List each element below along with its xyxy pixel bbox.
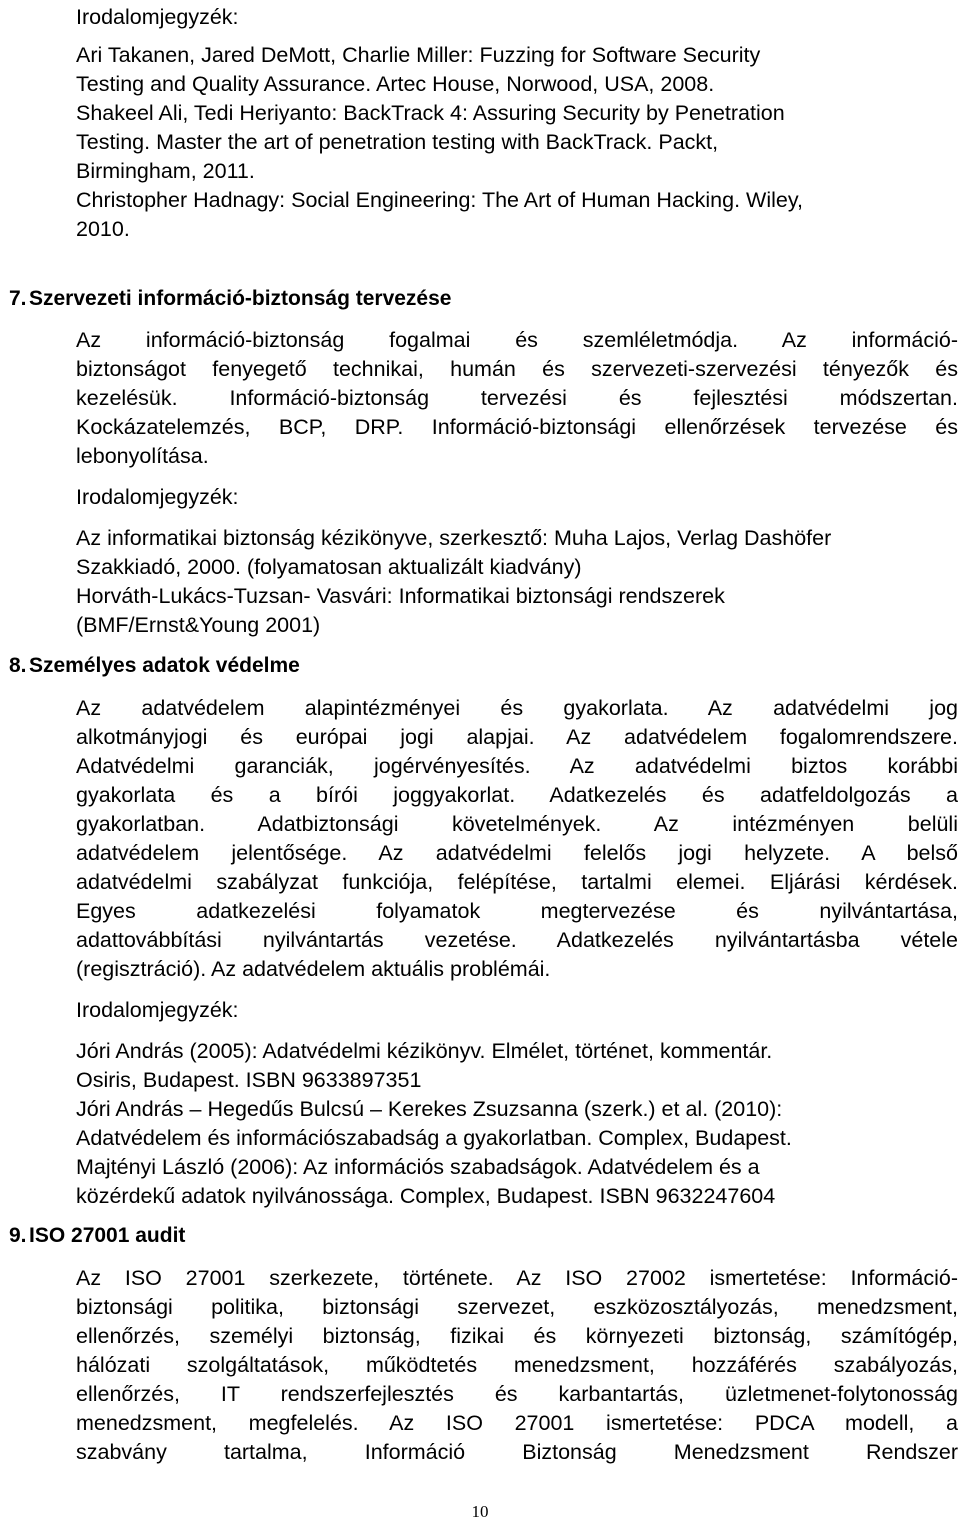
paragraph-line: hálózati szolgáltatások, működtetés menedzsment, hozzáférés szabályozás,	[76, 1353, 958, 1377]
bibliography-line: Shakeel Ali, Tedi Heriyanto: BackTrack 4: Assuring Security by Penetration	[76, 101, 785, 125]
bibliography-line: Christopher Hadnagy: Social Engineering: The Art of Human Hacking. Wiley,	[76, 188, 803, 212]
paragraph-line: Egyes adatkezelési folyamatok megtervezése és nyilvántartása,	[76, 899, 958, 923]
bibliography-line: Szakkiadó, 2000. (folyamatosan aktualizált kiadvány)	[76, 555, 582, 579]
section-heading-7	[9, 285, 451, 313]
paragraph-line: gyakorlata és a bírói joggyakorlat. Adatkezelés és adatfeldolgozás a	[76, 783, 958, 807]
bibliography-line: Adatvédelem és információszabadság a gyakorlatban. Complex, Budapest.	[76, 1126, 792, 1150]
section-heading-9	[9, 1222, 185, 1250]
paragraph-line: ellenőrzés, IT rendszerfejlesztés és karbantartás, üzletmenet-folytonosság	[76, 1382, 958, 1406]
paragraph-line: kezelésük. Információ-biztonság tervezési és fejlesztési módszertan.	[76, 386, 958, 410]
paragraph-line: Az információ-biztonság fogalmai és szemléletmódja. Az információ-	[76, 328, 958, 352]
bibliography-label: Irodalomjegyzék:	[76, 5, 239, 29]
bibliography-label: Irodalomjegyzék:	[76, 998, 239, 1022]
paragraph-line: ellenőrzés, személyi biztonság, fizikai és környezeti biztonság, számítógép,	[76, 1324, 958, 1348]
paragraph-line: adattovábbítási nyilvántartás vezetése. Adatkezelés nyilvántartásba vétele	[76, 928, 958, 952]
bibliography-line: Osiris, Budapest. ISBN 9633897351	[76, 1068, 422, 1092]
section-heading-8	[9, 652, 300, 680]
bibliography-line: Jóri András – Hegedűs Bulcsú – Kerekes Zsuzsanna (szerk.) et al. (2010):	[76, 1097, 783, 1121]
paragraph-line: Az ISO 27001 szerkezete, története. Az ISO 27002 ismertetése: Információ-	[76, 1266, 958, 1290]
section-number: 9.	[9, 1224, 27, 1247]
paragraph-line: Kockázatelemzés, BCP, DRP. Információ-biztonsági ellenőrzések tervezése és	[76, 415, 958, 439]
bibliography-line: Majtényi László (2006): Az információs szabadságok. Adatvédelem és a	[76, 1155, 760, 1179]
paragraph-line: menedzsment, megfelelés. Az ISO 27001 ismertetése: PDCA modell, a	[76, 1411, 958, 1435]
paragraph-line: lebonyolítása.	[76, 444, 209, 468]
bibliography-line: 2010.	[76, 217, 130, 241]
page-number: 10	[471, 1502, 489, 1521]
bibliography-line: Birmingham, 2011.	[76, 159, 255, 183]
bibliography-line: Ari Takanen, Jared DeMott, Charlie Miller: Fuzzing for Software Security	[76, 43, 761, 67]
paragraph-line: Adatvédelmi garanciák, jogérvényesítés. Az adatvédelmi biztos korábbi	[76, 754, 958, 778]
section-number: 7.	[9, 287, 27, 310]
bibliography-line: Jóri András (2005): Adatvédelmi kézikönyv. Elmélet, történet, kommentár.	[76, 1039, 773, 1063]
bibliography-line: közérdekű adatok nyilvánossága. Complex, Budapest. ISBN 9632247604	[76, 1184, 776, 1208]
paragraph-line: adatvédelem jelentősége. Az adatvédelmi felelős jogi helyzete. A belső	[76, 841, 958, 865]
bibliography-line: Testing. Master the art of penetration testing with BackTrack. Packt,	[76, 130, 719, 154]
bibliography-label: Irodalomjegyzék:	[76, 485, 239, 509]
paragraph-line: adatvédelmi szabályzat funkciója, felépítése, tartalmi elemei. Eljárási kérdések.	[76, 870, 958, 894]
bibliography-line: Horváth-Lukács-Tuzsan- Vasvári: Informatikai biztonsági rendszerek	[76, 584, 725, 608]
paragraph-line: Az adatvédelem alapintézményei és gyakorlata. Az adatvédelmi jog	[76, 696, 958, 720]
paragraph-line: szabvány tartalma, Információ Biztonság Menedzsment Rendszer	[76, 1440, 958, 1464]
section-title: ISO 27001 audit	[29, 1224, 186, 1247]
section-number: 8.	[9, 654, 27, 677]
paragraph-line: gyakorlatban. Adatbiztonsági követelmények. Az intézményen belüli	[76, 812, 958, 836]
section-title: Szervezeti információ-biztonság tervezése	[29, 287, 452, 310]
bibliography-line: Testing and Quality Assurance. Artec House, Norwood, USA, 2008.	[76, 72, 715, 96]
section-title: Személyes adatok védelme	[29, 654, 300, 677]
paragraph-line: (regisztráció). Az adatvédelem aktuális problémái.	[76, 957, 551, 981]
paragraph-line: biztonságot fenyegető technikai, humán és szervezeti-szervezési tényezők és	[76, 357, 958, 381]
paragraph-line: alkotmányjogi és európai jogi alapjai. Az adatvédelem fogalomrendszere.	[76, 725, 958, 749]
bibliography-line: (BMF/Ernst&Young 2001)	[76, 613, 321, 637]
bibliography-line: Az informatikai biztonság kézikönyve, szerkesztő: Muha Lajos, Verlag Dashöfer	[76, 526, 832, 550]
paragraph-line: biztonsági politika, biztonsági szervezet, eszközosztályozás, menedzsment,	[76, 1295, 958, 1319]
